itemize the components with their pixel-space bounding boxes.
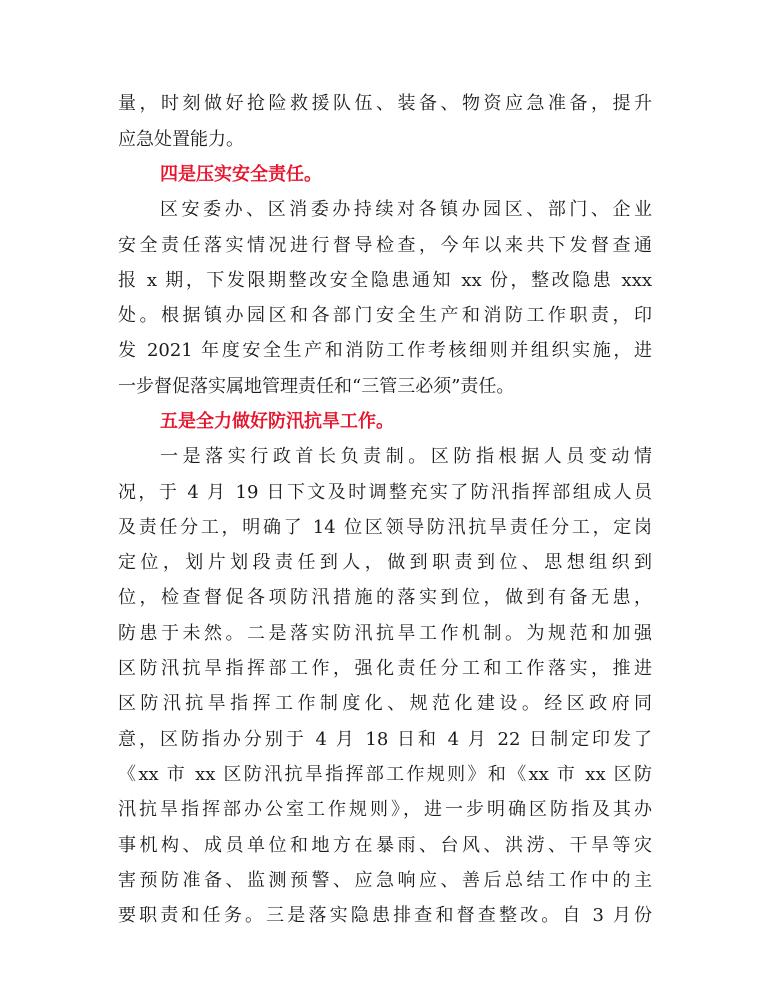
- section-heading: 五是全力做好防汛抗旱工作。: [160, 411, 394, 432]
- section-heading: 四是压实安全责任。: [160, 164, 322, 185]
- body-line: 《xx 市 xx 区防汛抗旱指挥部工作规则》和《xx 市 xx 区防: [118, 764, 652, 785]
- body-line: 汛抗旱指挥部办公室工作规则》，进一步明确区防指及其办: [118, 799, 652, 820]
- body-line: 定位，划片划段责任到人，做到职责到位、思想组织到: [118, 552, 652, 573]
- body-line: 区防汛抗旱指挥工作制度化、规范化建设。经区政府同: [118, 693, 652, 714]
- body-line: 及责任分工，明确了 14 位区领导防汛抗旱责任分工，定岗: [118, 517, 652, 538]
- body-line: 一是落实行政首长负责制。区防指根据人员变动情: [160, 446, 652, 467]
- body-line: 区安委办、区消委办持续对各镇办园区、部门、企业: [160, 199, 652, 220]
- body-line: 位，检查督促各项防汛措施的落实到位，做到有备无患，: [118, 587, 652, 608]
- body-line: 报 x 期，下发限期整改安全隐患通知 xx 份，整改隐患 xxx: [118, 270, 652, 291]
- body-line: 处。根据镇办园区和各部门安全生产和消防工作职责，印: [118, 305, 652, 326]
- body-line: 况，于 4 月 19 日下文及时调整充实了防汛指挥部组成人员: [118, 482, 652, 503]
- body-line: 安全责任落实情况进行督导检查，今年以来共下发督查通: [118, 235, 652, 256]
- body-line: 要职责和任务。三是落实隐患排查和督查整改。自 3 月份: [118, 905, 652, 926]
- body-line: 一步督促落实属地管理责任和“三管三必须”责任。: [118, 376, 515, 397]
- body-line: 区防汛抗旱指挥部工作，强化责任分工和工作落实，推进: [118, 658, 652, 679]
- body-line: 意，区防指办分别于 4 月 18 日和 4 月 22 日制定印发了: [118, 729, 652, 750]
- body-line: 害预防准备、监测预警、应急响应、善后总结工作中的主: [118, 870, 652, 891]
- body-line: 量，时刻做好抢险救援队伍、装备、物资应急准备，提升: [118, 93, 652, 114]
- body-line: 防患于未然。二是落实防汛抗旱工作机制。为规范和加强: [118, 623, 652, 644]
- body-line: 应急处置能力。: [118, 129, 244, 150]
- body-line: 事机构、成员单位和地方在暴雨、台风、洪涝、干旱等灾: [118, 835, 652, 856]
- body-line: 发 2021 年度安全生产和消防工作考核细则并组织实施，进: [118, 340, 652, 361]
